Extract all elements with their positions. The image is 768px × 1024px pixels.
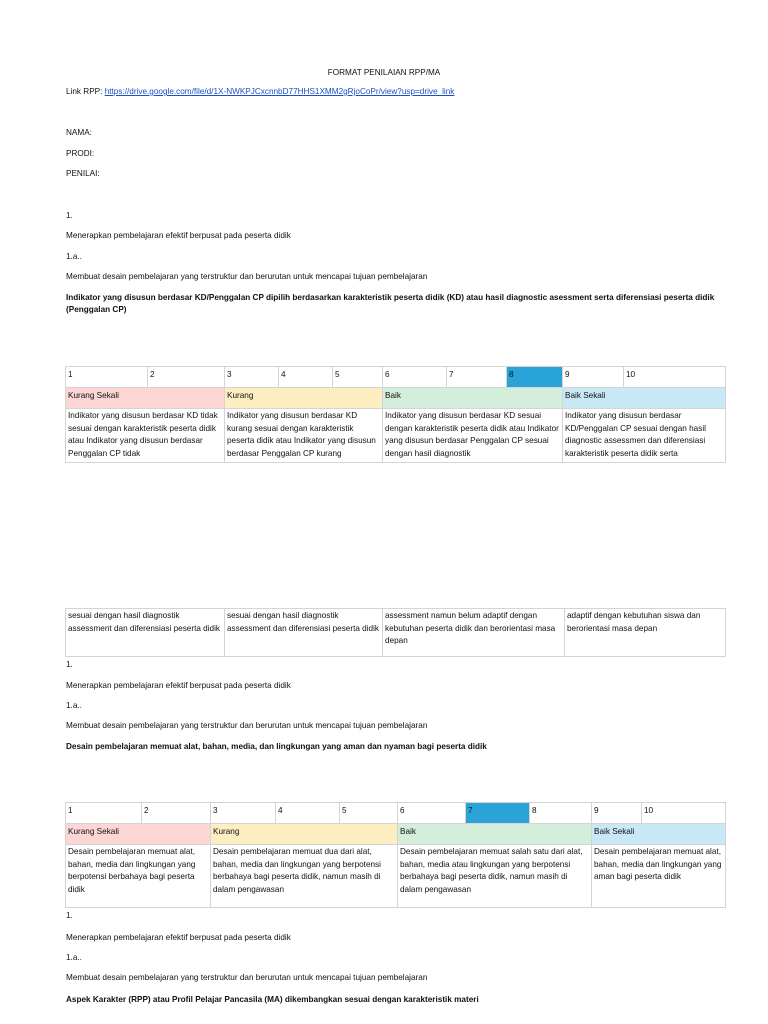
category-baik-sekali: Baik Sekali [592,824,726,845]
score-cell[interactable]: 1 [66,367,148,388]
category-row [66,824,726,845]
indicator-text: Aspek Karakter (RPP) atau Profil Pelajar Pancasila (MA) dikembangkan sesuai dengan karakteristik materi [66,995,479,1004]
category-kurang: Kurang [225,388,383,409]
document-title: FORMAT PENILAIAN RPP/MA [327,68,441,77]
category-kurang-sekali: Kurang Sekali [66,388,225,409]
description-row [66,845,726,908]
score-cell[interactable]: 3 [211,803,276,824]
category-baik-sekali: Baik Sekali [563,388,726,409]
indicator-text: Indikator yang disusun berdasar KD/Penggalan CP dipilih berdasarkan karakteristik peserta didik (KD) atau hasil diagnostic asessment serta diferensiasi peserta didik (Penggalan CP) [66,293,715,314]
desc-baik-sekali: Desain pembelajaran memuat alat, bahan, media dan lingkungan yang aman bagi peserta didik [592,845,726,908]
score-cell[interactable]: 9 [563,367,624,388]
desc-baik-cont: assessment namun belum adaptif dengan kebutuhan peserta didik dan berorientasi masa depan [383,609,565,657]
desc-baik: Indikator yang disusun berdasar KD sesuai dengan karakteristik peserta didik atau Indikator yang disusun berdasar Penggalan CP sesuai dengan hasil diagnostik [383,409,563,463]
score-row [66,803,726,824]
score-cell-selected[interactable]: 8 [507,367,563,388]
score-cell[interactable]: 5 [333,367,383,388]
subsection-number: 1.a.. [66,252,82,261]
subsection-title: Membuat desain pembelajaran yang terstruktur dan berurutan untuk mencapai tujuan pembelajaran [66,272,428,281]
description-row-continued [66,609,726,657]
subsection-number: 1.a.. [66,701,82,710]
section-number: 1. [66,911,73,920]
score-cell[interactable]: 7 [447,367,507,388]
desc-kurang-sekali: Desain pembelajaran memuat alat, bahan, media dan lingkungan yang berpotensi berbahaya bagi peserta didik [66,845,211,908]
score-cell[interactable]: 2 [148,367,225,388]
rpp-link[interactable]: https://drive.google.com/file/d/1X-NWKPJCxcnnbD77HHS1XMM2gRjoCoPr/view?usp=drive_link [104,87,455,96]
score-cell[interactable]: 3 [225,367,279,388]
score-cell[interactable]: 8 [530,803,592,824]
score-cell[interactable]: 9 [592,803,642,824]
score-cell[interactable]: 1 [66,803,142,824]
field-nama: NAMA: [66,128,92,137]
rubric-table-1 [65,366,726,463]
indicator-text: Desain pembelajaran memuat alat, bahan, media, dan lingkungan yang aman dan nyaman bagi peserta didik [66,742,487,751]
rpp-link-label: Link RPP: [66,87,103,96]
category-row [66,388,726,409]
score-cell[interactable]: 6 [383,367,447,388]
score-cell[interactable]: 4 [279,367,333,388]
desc-baik-sekali: Indikator yang disusun berdasar KD/Penggalan CP sesuai dengan hasil diagnostic assessmen dan diferensiasi karakteristik peserta didik serta [563,409,726,463]
score-cell-selected[interactable]: 7 [466,803,530,824]
desc-kurang: Indikator yang disusun berdasar KD kurang sesuai dengan karakteristik peserta didik atau Indikator yang disusun berdasar Penggalan CP kurang [225,409,383,463]
section-title: Menerapkan pembelajaran efektif berpusat pada peserta didik [66,681,291,690]
category-baik: Baik [383,388,563,409]
field-penilai: PENILAI: [66,169,100,178]
category-kurang: Kurang [211,824,398,845]
score-cell[interactable]: 6 [398,803,466,824]
section-number: 1. [66,660,73,669]
desc-kurang-cont: sesuai dengan hasil diagnostik assessment dan diferensiasi peserta didik [225,609,383,657]
section-number: 1. [66,211,73,220]
desc-baik: Desain pembelajaran memuat salah satu dari alat, bahan, media atau lingkungan yang berpotensi berbahaya bagi peserta didik, namun masih di dalam pengawasan [398,845,592,908]
score-row [66,367,726,388]
score-cell[interactable]: 10 [624,367,726,388]
rubric-table-2 [65,802,726,908]
desc-kurang: Desain pembelajaran memuat dua dari alat, bahan, media dan lingkungan yang berpotensi berbahaya bagi peserta didik, namun masih di dalam pengawasan [211,845,398,908]
field-prodi: PRODI: [66,149,95,158]
desc-baik-sekali-cont: adaptif dengan kebutuhan siswa dan berorientasi masa depan [565,609,726,657]
subsection-title: Membuat desain pembelajaran yang terstruktur dan berurutan untuk mencapai tujuan pembelajaran [66,721,428,730]
description-row [66,409,726,463]
rpp-link-line [66,86,454,98]
score-cell[interactable]: 2 [142,803,211,824]
rubric-table-1-continued [65,608,726,657]
subsection-title: Membuat desain pembelajaran yang terstruktur dan berurutan untuk mencapai tujuan pembelajaran [66,973,428,982]
desc-kurang-sekali: Indikator yang disusun berdasar KD tidak sesuai dengan karakteristik peserta didik atau Indikator yang disusun berdasar Penggalan CP tidak [66,409,225,463]
section-title: Menerapkan pembelajaran efektif berpusat pada peserta didik [66,933,291,942]
score-cell[interactable]: 5 [340,803,398,824]
desc-kurang-sekali-cont: sesuai dengan hasil diagnostik assessment dan diferensiasi peserta didik [66,609,225,657]
score-cell[interactable]: 4 [276,803,340,824]
subsection-number: 1.a.. [66,953,82,962]
score-cell[interactable]: 10 [642,803,726,824]
category-kurang-sekali: Kurang Sekali [66,824,211,845]
category-baik: Baik [398,824,592,845]
section-title: Menerapkan pembelajaran efektif berpusat pada peserta didik [66,231,291,240]
